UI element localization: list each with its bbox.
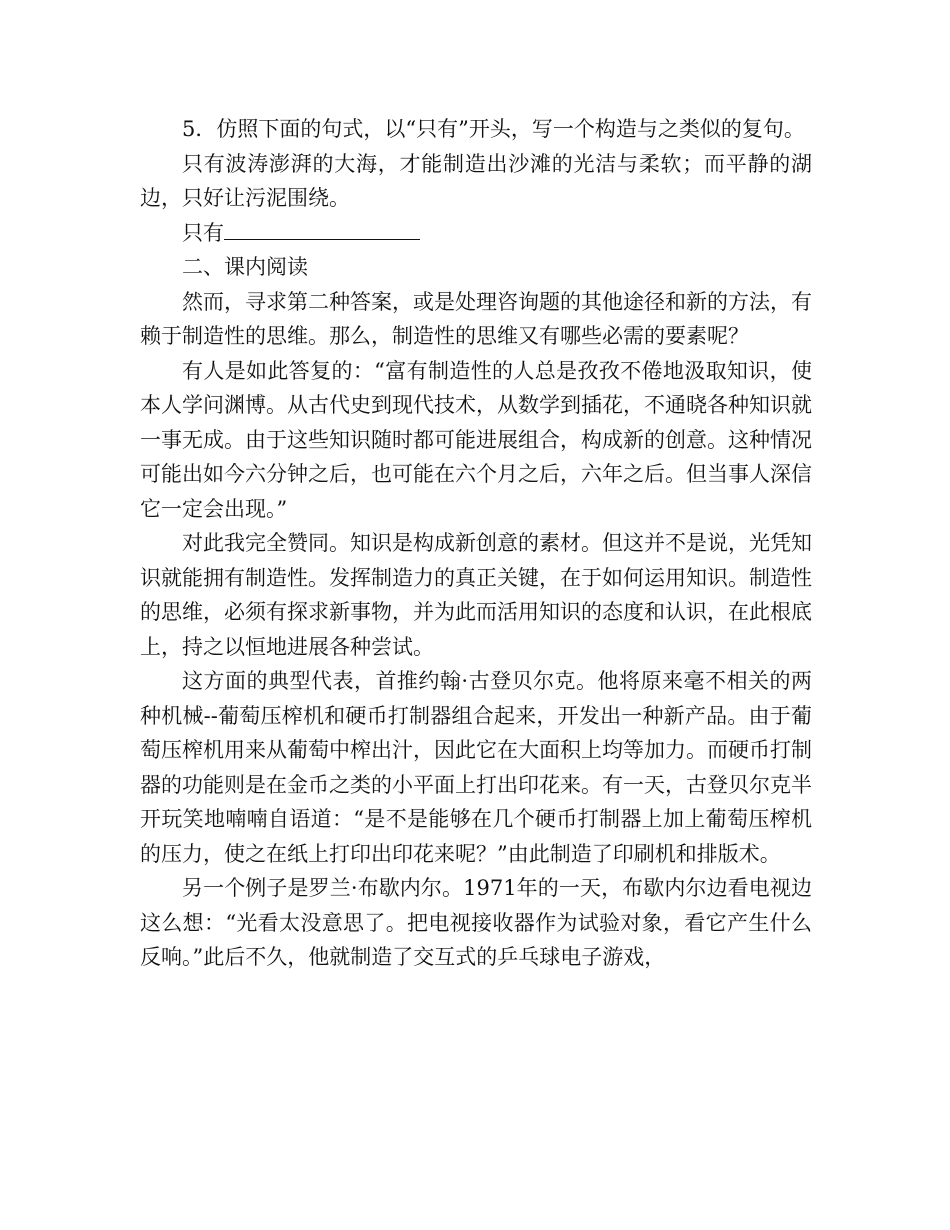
example-sentence: 只有波涛澎湃的大海，才能制造出沙滩的光洁与柔软；而平静的湖边，只好让污泥围绕。 <box>140 151 812 210</box>
reading-paragraph-3: 对此我完全赞同。知识是构成新创意的素材。但这并不是说，光凭知识就能拥有制造性。发挥制造力的真正关键，在于如何运用知识。制造性的思维，必须有探求新事物，并为此而活用知识的态度和认识，在此根底上，持之以恒地进展各种尝试。 <box>140 531 812 659</box>
answer-prefix: 只有 <box>182 220 224 245</box>
reading-paragraph-2: 有人是如此答复的：“富有制造性的人总是孜孜不倦地汲取知识，使本人学问渊博。从古代史到现代技术，从数学到插花，不通晓各种知识就一事无成。由于这些知识随时都可能进展组合，构成新的创意。这种情况可能出如今六分钟之后，也可能在六个月之后，六年之后。但当事人深信它一定会出现。” <box>140 358 812 521</box>
section-heading: 二、课内阅读 <box>182 255 308 279</box>
answer-line <box>140 216 812 251</box>
answer-blank[interactable] <box>224 217 420 240</box>
reading-paragraph-4: 这方面的典型代表，首推约翰·古登贝尔克。他将原来毫不相关的两种机械--葡萄压榨机和硬币打制器组合起来，开发出一种新产品。由于葡萄压榨机用来从葡萄中榨出汁，因此它在大面积上均等加力。而硬币打制器的功能则是在金币之类的小平面上打出印花来。有一天，古登贝尔克半开玩笑地喃喃自语道：“是不是能够在几个硬币打制器上加上葡萄压榨机的压力，使之在纸上打印出印花来呢？”由此制造了印刷机和排版术。 <box>140 669 812 866</box>
reading-paragraph-5: 另一个例子是罗兰·布歇内尔。1971年的一天，布歇内尔边看电视边这么想：“光看太没意思了。把电视接收器作为试验对象，看它产生什么反响。”此后不久，他就制造了交互式的乒乓球电子游戏， <box>140 876 812 969</box>
reading-paragraph-1: 然而，寻求第二种答案，或是处理咨询题的其他途径和新的方法，有赖于制造性的思维。那么，制造性的思维又有哪些必需的要素呢？ <box>140 289 812 348</box>
question-5-prompt: 5．仿照下面的句式，以“只有”开头，写一个构造与之类似的复句。 <box>182 117 805 141</box>
